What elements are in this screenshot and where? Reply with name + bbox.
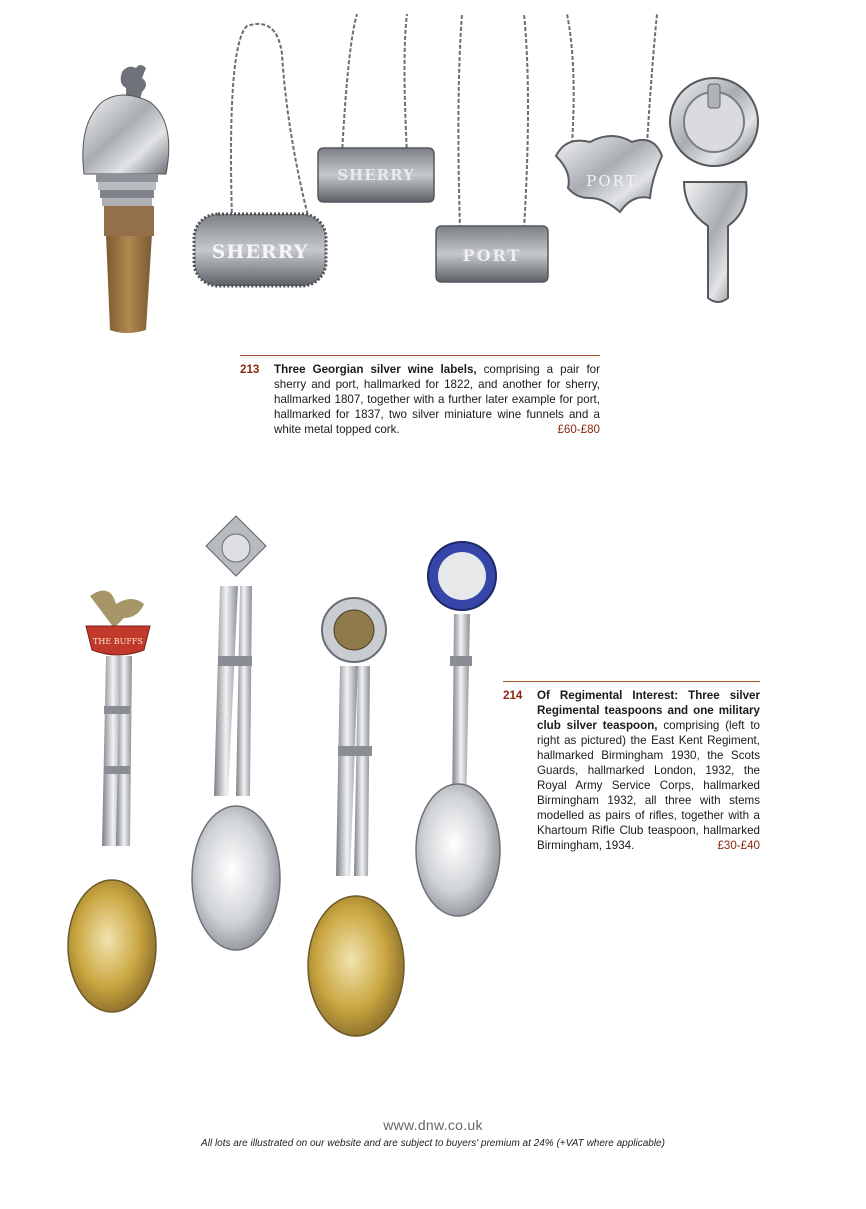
wine-label-port-rect bbox=[436, 226, 548, 282]
spoon-army-service-corps bbox=[308, 598, 404, 1036]
lot-213-entry bbox=[240, 355, 600, 437]
lot-213-photo bbox=[62, 14, 786, 346]
footer-website-link[interactable]: www.dnw.co.uk bbox=[383, 1117, 483, 1133]
spoon-east-kent bbox=[68, 591, 156, 1012]
lot-214-entry bbox=[503, 681, 760, 853]
topped-cork bbox=[83, 65, 169, 333]
wine-label-sherry-large-text: SHERRY bbox=[211, 241, 309, 263]
lot-213-rule bbox=[240, 355, 600, 356]
spoon-khartoum-rifle-club bbox=[416, 542, 500, 916]
wine-label-port-shield-text: PORT bbox=[586, 172, 638, 190]
lot-214-rule bbox=[503, 681, 760, 682]
lot-number: 213 bbox=[240, 363, 260, 376]
finial-badge-text: THE BUFFS bbox=[93, 637, 143, 646]
spoon-scots-guards bbox=[192, 516, 280, 950]
lot-214-illustration bbox=[40, 506, 540, 1060]
lot-title: Three Georgian silver wine labels, bbox=[274, 363, 477, 376]
wine-label-sherry-small-text: SHERRY bbox=[337, 166, 415, 184]
wine-label-port-rect-text: PORT bbox=[462, 246, 522, 265]
lot-title: Of Regimental Interest: Three silver Regimental teaspoons and one military club silver teaspoon, bbox=[537, 689, 760, 732]
lot-number: 214 bbox=[503, 689, 523, 702]
lot-estimate: £30-£40 bbox=[717, 839, 760, 852]
lot-214-photo bbox=[40, 506, 540, 1060]
wine-label-sherry-small bbox=[318, 148, 434, 202]
lot-estimate: £60-£80 bbox=[557, 423, 600, 436]
lot-body: comprising a pair for sherry and port, hallmarked for 1822, and another for sherry, hallmarked 1807, together with a further later example for port, hallmarked for 1837, two silver miniature wine funnels and a white metal topped cork. bbox=[274, 363, 600, 436]
wine-label-port-shield bbox=[556, 136, 662, 212]
lot-description bbox=[274, 362, 600, 437]
lot-body: comprising (left to right as pictured) the East Kent Regiment, hallmarked Birmingham 1930, the Scots Guards, hallmarked London, 1932, the Royal Army Service Corps, hallmarked Birmingham 1932, all three with stems modelled as pairs of rifles, together with a Khartoum Rifle Club teaspoon, hallmarked Birmingham, 1934. bbox=[537, 719, 761, 852]
wine-funnel bbox=[670, 78, 758, 302]
footer-premium-note: All lots are illustrated on our website and are subject to buyers' premium at 24% (+VAT where applicable) bbox=[201, 1138, 665, 1149]
lot-description bbox=[537, 688, 760, 853]
wine-label-sherry-large bbox=[194, 214, 326, 286]
lot-213-illustration bbox=[62, 14, 786, 346]
